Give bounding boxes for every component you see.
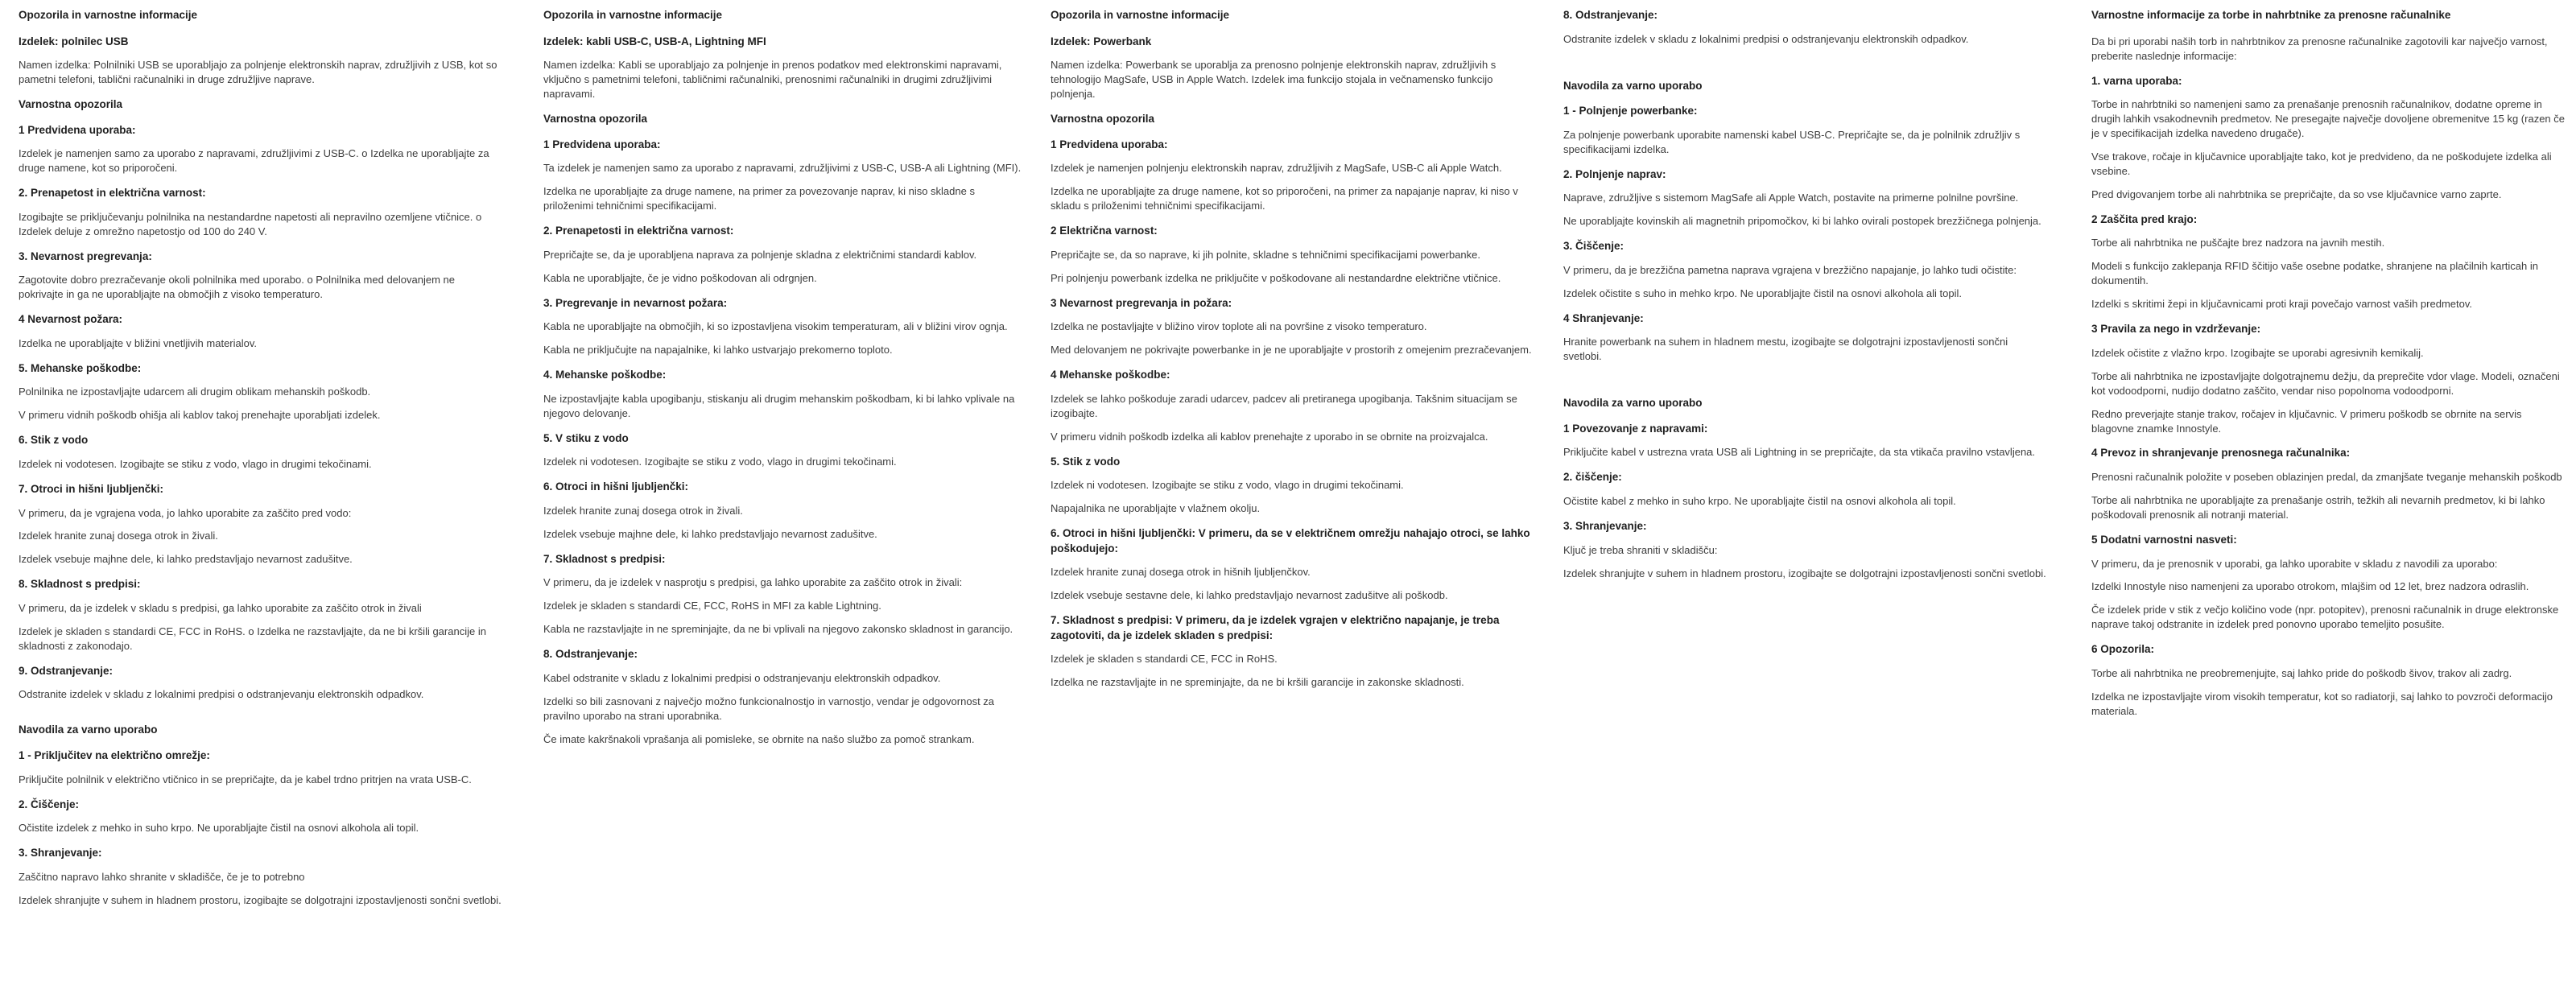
paragraph: Pred dvigovanjem torbe ali nahrbtnika se prepričajte, da so vse ključavnice varno zaprte. bbox=[2091, 188, 2502, 200]
paragraph: Izdelek je skladen s standardi CE, FCC in RoHS. bbox=[1051, 653, 1278, 666]
section-heading: 3. Nevarnost pregrevanja: bbox=[19, 249, 152, 262]
paragraph: Torbe ali nahrbtnika ne preobremenjujte, saj lahko pride do poškodb šivov, trakov ali zadrg. bbox=[2091, 666, 2512, 679]
paragraph: Zaščitno napravo lahko shranite v skladišče, če je to potrebno bbox=[19, 870, 305, 883]
paragraph: Izdelek je skladen s standardi CE, FCC, RoHS in MFI za kable Lightning. bbox=[543, 600, 881, 612]
paragraph: Izdelki so bili zasnovani z največjo možno funkcionalnostjo in varnostjo, vendar je odgovornost za pravilno uporabo na strani uporabnika. bbox=[543, 695, 995, 722]
paragraph: Namen izdelka: Powerbank se uporablja za prenosno polnjenje elektronskih naprav, združljivih s tehnologijo MagSafe, USB in Apple Watch. Izdelek ima funkcijo stojala in večnamensko funkcijo polnjenja. bbox=[1051, 59, 1496, 101]
paragraph: Izdelek ni vodotesen. Izogibajte se stiku z vodo, vlago in drugimi tekočinami. bbox=[19, 457, 372, 470]
paragraph: V primeru, da je vgrajena voda, jo lahko uporabite za zaščito pred vodo: bbox=[19, 506, 352, 519]
document-title: Opozorila in varnostne informacije bbox=[1051, 9, 1230, 21]
paragraph: Izdelka ne uporabljajte v bližini vnetljivih materialov. bbox=[19, 336, 258, 349]
section-heading: 6. Otroci in hišni ljubljenčki: bbox=[543, 480, 689, 493]
paragraph: Izdelek je namenjen samo za uporabo z napravami, združljivimi z USB-C. o Izdelka ne uporabljajte za druge namene, kot so priporočeni. bbox=[19, 147, 489, 175]
section-heading: 3. Čiščenje: bbox=[1563, 240, 1624, 253]
section-heading: 7. Otroci in hišni ljubljenčki: bbox=[19, 482, 164, 495]
paragraph: Namen izdelka: Kabli se uporabljajo za polnjenje in prenos podatkov med elektronskimi napravami, vključno s pametnimi telefoni, tabličnimi računalniki, prenosnimi računalniki in drugimi združljivimi napravami. bbox=[543, 59, 1002, 101]
column-usb-charger-warnings bbox=[19, 8, 502, 917]
section-heading: 4 Nevarnost požara: bbox=[19, 313, 123, 326]
section-heading: Varnostna opozorila bbox=[1051, 113, 1155, 126]
paragraph: Očistite kabel z mehko in suho krpo. Ne uporabljajte čistil na osnovi alkohola ali topil. bbox=[1563, 495, 1956, 507]
section-heading: 1. varna uporaba: bbox=[2091, 74, 2182, 87]
paragraph: Izdelek ni vodotesen. Izogibajte se stiku z vodo, vlago in drugimi tekočinami. bbox=[543, 456, 897, 468]
paragraph: Če izdelek pride v stik z večjo količino vode (npr. potopitev), prenosni računalnik in druge elektronske naprave takoj odstranite in izdelek pred ponovno uporabo temeljito posušite. bbox=[2091, 604, 2559, 631]
section-heading: 2. Čiščenje: bbox=[19, 798, 80, 810]
paragraph: Kabel odstranite v skladu z lokalnimi predpisi o odstranjevanju elektronskih odpadkov. bbox=[543, 671, 941, 684]
document-title: Opozorila in varnostne informacije bbox=[19, 9, 198, 21]
section-heading: Navodila za varno uporabo bbox=[19, 724, 158, 736]
paragraph: Izdelka ne uporabljajte za druge namene, kot so priporočeni, na primer za napajanje naprav, ki niso v skladu s priloženimi tehničnimi specifikacijami. bbox=[1051, 185, 1518, 212]
paragraph: Kabla ne razstavljajte in ne spreminjajte, da ne bi vplivali na njegovo zakonsko skladnost in garancijo. bbox=[543, 623, 1013, 636]
paragraph: Izdelek shranjujte v suhem in hladnem prostoru, izogibajte se dolgotrajni izpostavljenosti sončni svetlobi. bbox=[1563, 567, 2046, 579]
section-heading: 2. Prenapetosti in električna varnost: bbox=[543, 225, 734, 237]
paragraph: Torbe in nahrbtniki so namenjeni samo za prenašanje prenosnih računalnikov, dodatne opreme in drugih lahkih vsakodnevnih predmetov. Ne presegajte največje dovoljene obremenitve 15 kg (razen če je v specifikacijah izdelka navedeno drugače). bbox=[2091, 98, 2565, 139]
section-heading: 7. Skladnost s predpisi: V primeru, da je izdelek vgrajen v električno napajanje, je treba zagotoviti, da je izdelek skladen s predpisi: bbox=[1051, 614, 1500, 641]
paragraph: Izdelek ni vodotesen. Izogibajte se stiku z vodo, vlago in drugimi tekočinami. bbox=[1051, 479, 1404, 492]
paragraph: Izdelki Innostyle niso namenjeni za uporabo otrokom, mlajšim od 12 let, brez nadzora odraslih. bbox=[2091, 580, 2529, 593]
paragraph: Izdelka ne izpostavljajte virom visokih temperatur, kot so radiatorji, saj lahko to povzroči deformacijo materiala. bbox=[2091, 690, 2553, 717]
section-heading: 2. Prenapetost in električna varnost: bbox=[19, 187, 206, 200]
section-heading: 1 Predvidena uporaba: bbox=[19, 123, 136, 136]
paragraph: Izdelek je namenjen polnjenju elektronskih naprav, združljivih z MagSafe, USB-C ali Apple Watch. bbox=[1051, 162, 1502, 175]
section-heading: 5. Mehanske poškodbe: bbox=[19, 361, 142, 374]
paragraph: Odstranite izdelek v skladu z lokalnimi predpisi o odstranjevanju elektronskih odpadkov. bbox=[1563, 32, 1969, 45]
paragraph: V primeru, da je izdelek v skladu s predpisi, ga lahko uporabite za zaščito otrok in živali bbox=[19, 601, 422, 614]
paragraph: Prepričajte se, da je uporabljena naprava za polnjenje skladna z električnimi standardi kablov. bbox=[543, 248, 977, 261]
section-heading: 6. Stik z vodo bbox=[19, 434, 89, 447]
paragraph: Polnilnika ne izpostavljajte udarcem ali drugim oblikam mehanskih poškodb. bbox=[19, 385, 371, 398]
paragraph: V primeru, da je prenosnik v uporabi, ga lahko uporabite v skladu z navodili za uporabo: bbox=[2091, 557, 2498, 570]
paragraph: Vse trakove, ročaje in ključavnice uporabljajte tako, kot je predvideno, da ne poškodujete izdelka ali vsebine. bbox=[2091, 150, 2552, 177]
paragraph: Redno preverjajte stanje trakov, ročajev in ključavnic. V primeru poškodb se obrnite na servis blagovne znamke Innostyle. bbox=[2091, 407, 2522, 435]
paragraph: Napajalnika ne uporabljajte v vlažnem okolju. bbox=[1051, 502, 1261, 515]
paragraph: Če imate kakršnakoli vprašanja ali pomisleke, se obrnite na našo službo za pomoč strankam. bbox=[543, 732, 975, 745]
paragraph: Izdelek vsebuje sestavne dele, ki lahko predstavljajo nevarnost zadušitve ali poškodb. bbox=[1051, 589, 1448, 602]
paragraph: Priključite polnilnik v električno vtičnico in se prepričajte, da je kabel trdno pritrjen na vrata USB-C. bbox=[19, 773, 472, 785]
column-laptop-bags-safety bbox=[2091, 8, 2565, 728]
paragraph: Izdelek se lahko poškoduje zaradi udarcev, padcev ali pretiranega upogibanja. Takšnim situacijam se izogibajte. bbox=[1051, 392, 1517, 419]
section-heading: Izdelek: polnilec USB bbox=[19, 35, 129, 47]
document-title: Opozorila in varnostne informacije bbox=[543, 9, 723, 21]
paragraph: Torbe ali nahrbtnika ne uporabljajte za prenašanje ostrih, težkih ali nevarnih predmetov, ki bi lahko poškodovali prenosnik ali notranji material. bbox=[2091, 494, 2545, 521]
section-heading: Izdelek: Powerbank bbox=[1051, 35, 1152, 47]
paragraph: Da bi pri uporabi naših torb in nahrbtnikov za prenosne računalnike zagotovili kar največjo varnost, preberite naslednje informacije: bbox=[2091, 35, 2548, 62]
paragraph: Torbe ali nahrbtnika ne puščajte brez nadzora na javnih mestih. bbox=[2091, 237, 2385, 249]
section-heading: 1 Povezovanje z napravami: bbox=[1563, 422, 1708, 435]
paragraph: Izdelka ne razstavljajte in ne spreminjajte, da ne bi kršili garancije in zakonske skladnosti. bbox=[1051, 676, 1464, 689]
paragraph: Izdelek hranite zunaj dosega otrok in živali. bbox=[543, 504, 743, 517]
paragraph: Izdelek vsebuje majhne dele, ki lahko predstavljajo nevarnost zadušitve. bbox=[543, 527, 877, 540]
column-powerbank-warnings bbox=[1051, 8, 1534, 699]
section-heading: 5. V stiku z vodo bbox=[543, 431, 629, 444]
paragraph: Priključite kabel v ustrezna vrata USB ali Lightning in se prepričajte, da sta vtikača pravilno vstavljena. bbox=[1563, 446, 2036, 459]
section-heading: 7. Skladnost s predpisi: bbox=[543, 552, 666, 565]
paragraph: Izogibajte se priključevanju polnilnika na nestandardne napetosti ali nepravilno ozemljene vtičnice. o Izdelek deluje z omrežno napetostjo od 100 do 240 V. bbox=[19, 210, 482, 237]
paragraph: Torbe ali nahrbtnika ne izpostavljajte dolgotrajnemu dežju, da preprečite vdor vlage. Modeli, označeni kot vodoodporni, nudijo dodatno zaščito, vendar niso popolnoma vodoodporni. bbox=[2091, 369, 2560, 397]
paragraph: Pri polnjenju powerbank izdelka ne priključite v poškodovane ali nestandardne električne vtičnice. bbox=[1051, 271, 1501, 284]
section-heading: 3. Pregrevanje in nevarnost požara: bbox=[543, 296, 728, 309]
paragraph: Ne uporabljajte kovinskih ali magnetnih pripomočkov, ki bi lahko ovirali postopek brezžičnega polnjenja. bbox=[1563, 215, 2041, 228]
section-heading: 6 Opozorila: bbox=[2091, 643, 2155, 656]
paragraph: Izdelek očistite z vlažno krpo. Izogibajte se uporabi agresivnih kemikalij. bbox=[2091, 346, 2424, 359]
paragraph: Izdelki s skritimi žepi in ključavnicami proti kraji povečajo varnost vaših predmetov. bbox=[2091, 298, 2472, 311]
document-title: Varnostne informacije za torbe in nahrbtnike za prenosne računalnike bbox=[2091, 9, 2451, 21]
section-heading: 2. Polnjenje naprav: bbox=[1563, 167, 1666, 180]
paragraph: Izdelek shranjujte v suhem in hladnem prostoru, izogibajte se dolgotrajni izpostavljenosti sončni svetlobi. bbox=[19, 893, 502, 906]
paragraph: V primeru vidnih poškodb ohišja ali kablov takoj prenehajte uporabljati izdelek. bbox=[19, 409, 381, 422]
paragraph: Izdelek očistite s suho in mehko krpo. Ne uporabljajte čistil na osnovi alkohola ali topil. bbox=[1563, 287, 1962, 299]
section-heading: 9. Odstranjevanje: bbox=[19, 664, 114, 677]
section-heading: 1 - Polnjenje powerbanke: bbox=[1563, 105, 1698, 118]
paragraph: Očistite izdelek z mehko in suho krpo. Ne uporabljajte čistil na osnovi alkohola ali topil. bbox=[19, 822, 419, 835]
section-heading: 2 Električna varnost: bbox=[1051, 225, 1158, 237]
paragraph: Izdelka ne uporabljajte za druge namene, na primer za povezovanje naprav, ki niso skladne s priloženimi tehničnimi specifikacijami. bbox=[543, 185, 975, 212]
paragraph: Namen izdelka: Polnilniki USB se uporabljajo za polnjenje elektronskih naprav, združljivih z USB, kot so pametni telefoni, tablični računalniki in druge združljive naprave. bbox=[19, 59, 497, 86]
section-heading: Izdelek: kabli USB-C, USB-A, Lightning MFI bbox=[543, 35, 766, 47]
paragraph: Izdelka ne postavljajte v bližino virov toplote ali na površine z visoko temperaturo. bbox=[1051, 320, 1427, 333]
section-heading: 2. čiščenje: bbox=[1563, 471, 1622, 484]
paragraph: Med delovanjem ne pokrivajte powerbanke in je ne uporabljajte v prostorih z omejenim prezračevanjem. bbox=[1051, 344, 1532, 357]
section-heading: 4 Shranjevanje: bbox=[1563, 311, 1644, 324]
column-cables-warnings bbox=[543, 8, 1026, 756]
section-heading: 2 Zaščita pred krajo: bbox=[2091, 212, 2198, 225]
paragraph: Zagotovite dobro prezračevanje okoli polnilnika med uporabo. o Polnilnika med delovanjem ne pokrivajte in ga ne uporabljajte na območjih z visoko temperaturo. bbox=[19, 274, 455, 301]
section-heading: Navodila za varno uporabo bbox=[1563, 79, 1703, 92]
section-heading: 4. Mehanske poškodbe: bbox=[543, 369, 667, 381]
section-heading: 4 Mehanske poškodbe: bbox=[1051, 369, 1170, 381]
paragraph: Modeli s funkcijo zaklepanja RFID ščitijo vaše osebne podatke, shranjene na plačilnih karticah in dokumentih. bbox=[2091, 260, 2538, 287]
section-heading: 3 Pravila za nego in vzdrževanje: bbox=[2091, 323, 2261, 336]
section-heading: 3. Shranjevanje: bbox=[1563, 519, 1647, 532]
paragraph: V primeru, da je izdelek v nasprotju s predpisi, ga lahko uporabite za zaščito otrok in živali: bbox=[543, 576, 963, 589]
paragraph: Ne izpostavljajte kabla upogibanju, stiskanju ali drugim mehanskim poškodbam, ki bi lahko vplivale na njegovo delovanje. bbox=[543, 392, 1015, 419]
section-heading: 1 - Priključitev na električno omrežje: bbox=[19, 748, 210, 761]
paragraph: Kabla ne priključujte na napajalnike, ki lahko ustvarjajo prekomerno toploto. bbox=[543, 344, 893, 357]
section-heading: 1 Predvidena uporaba: bbox=[543, 138, 661, 150]
paragraph: Za polnjenje powerbank uporabite namenski kabel USB-C. Prepričajte se, da je polnilnik združljiv s specifikacijami izdelka. bbox=[1563, 128, 2021, 155]
paragraph: Prepričajte se, da so naprave, ki jih polnite, skladne s tehničnimi specifikacijami powerbanke. bbox=[1051, 248, 1480, 261]
section-heading: 3. Shranjevanje: bbox=[19, 847, 102, 860]
paragraph: Ključ je treba shraniti v skladišču: bbox=[1563, 543, 1718, 556]
paragraph: Izdelek vsebuje majhne dele, ki lahko predstavljajo nevarnost zadušitve. bbox=[19, 553, 353, 566]
paragraph: V primeru, da je brezžična pametna naprava vgrajena v brezžično napajanje, jo lahko tudi očistite: bbox=[1563, 263, 2017, 276]
paragraph: Kabla ne uporabljajte na območjih, ki so izpostavljena visokim temperaturam, ali v bližini virov ognja. bbox=[543, 320, 1008, 333]
section-heading: 5. Stik z vodo bbox=[1051, 455, 1121, 468]
section-heading: 8. Odstranjevanje: bbox=[1563, 9, 1658, 21]
paragraph: V primeru vidnih poškodb izdelka ali kablov prenehajte z uporabo in se obrnite na proizvajalca. bbox=[1051, 430, 1488, 443]
paragraph: Prenosni računalnik položite v poseben oblazinjen predal, da zmanjšate tveganje mehanskih poškodb bbox=[2091, 471, 2562, 484]
paragraph: Izdelek hranite zunaj dosega otrok in živali. bbox=[19, 530, 218, 542]
paragraph: Izdelek hranite zunaj dosega otrok in hišnih ljubljenčkov. bbox=[1051, 566, 1311, 579]
section-heading: 8. Odstranjevanje: bbox=[543, 648, 638, 661]
paragraph: Naprave, združljive s sistemom MagSafe ali Apple Watch, postavite na primerne polnilne površine. bbox=[1563, 192, 2019, 204]
paragraph: Hranite powerbank na suhem in hladnem mestu, izogibajte se dolgotrajni izpostavljenosti sončni svetlobi. bbox=[1563, 336, 2008, 363]
paragraph: Izdelek je skladen s standardi CE, FCC in RoHS. o Izdelka ne razstavljajte, da ne bi kršili garancije in skladnosti z zakonodajo. bbox=[19, 625, 486, 652]
section-heading: 4 Prevoz in shranjevanje prenosnega računalnika: bbox=[2091, 447, 2351, 460]
section-heading: 8. Skladnost s predpisi: bbox=[19, 578, 141, 591]
section-heading: Navodila za varno uporabo bbox=[1563, 397, 1703, 410]
section-heading: 1 Predvidena uporaba: bbox=[1051, 138, 1168, 150]
section-heading: 5 Dodatni varnostni nasveti: bbox=[2091, 533, 2237, 546]
paragraph: Ta izdelek je namenjen samo za uporabo z napravami, združljivimi z USB-C, USB-A ali Lightning (MFI). bbox=[543, 162, 1022, 175]
paragraph: Kabla ne uporabljajte, če je vidno poškodovan ali odrgnjen. bbox=[543, 271, 817, 284]
paragraph: Odstranite izdelek v skladu z lokalnimi predpisi o odstranjevanju elektronskih odpadkov. bbox=[19, 688, 424, 701]
section-heading: 3 Nevarnost pregrevanja in požara: bbox=[1051, 296, 1232, 309]
section-heading: Varnostna opozorila bbox=[19, 98, 123, 111]
column-powerbank-usage-continued bbox=[1563, 8, 2046, 589]
section-heading: Varnostna opozorila bbox=[543, 113, 648, 126]
section-heading: 6. Otroci in hišni ljubljenčki: V primeru, da se v električnem omrežju nahajajo otroci, se lahko poškodujejo: bbox=[1051, 527, 1530, 555]
